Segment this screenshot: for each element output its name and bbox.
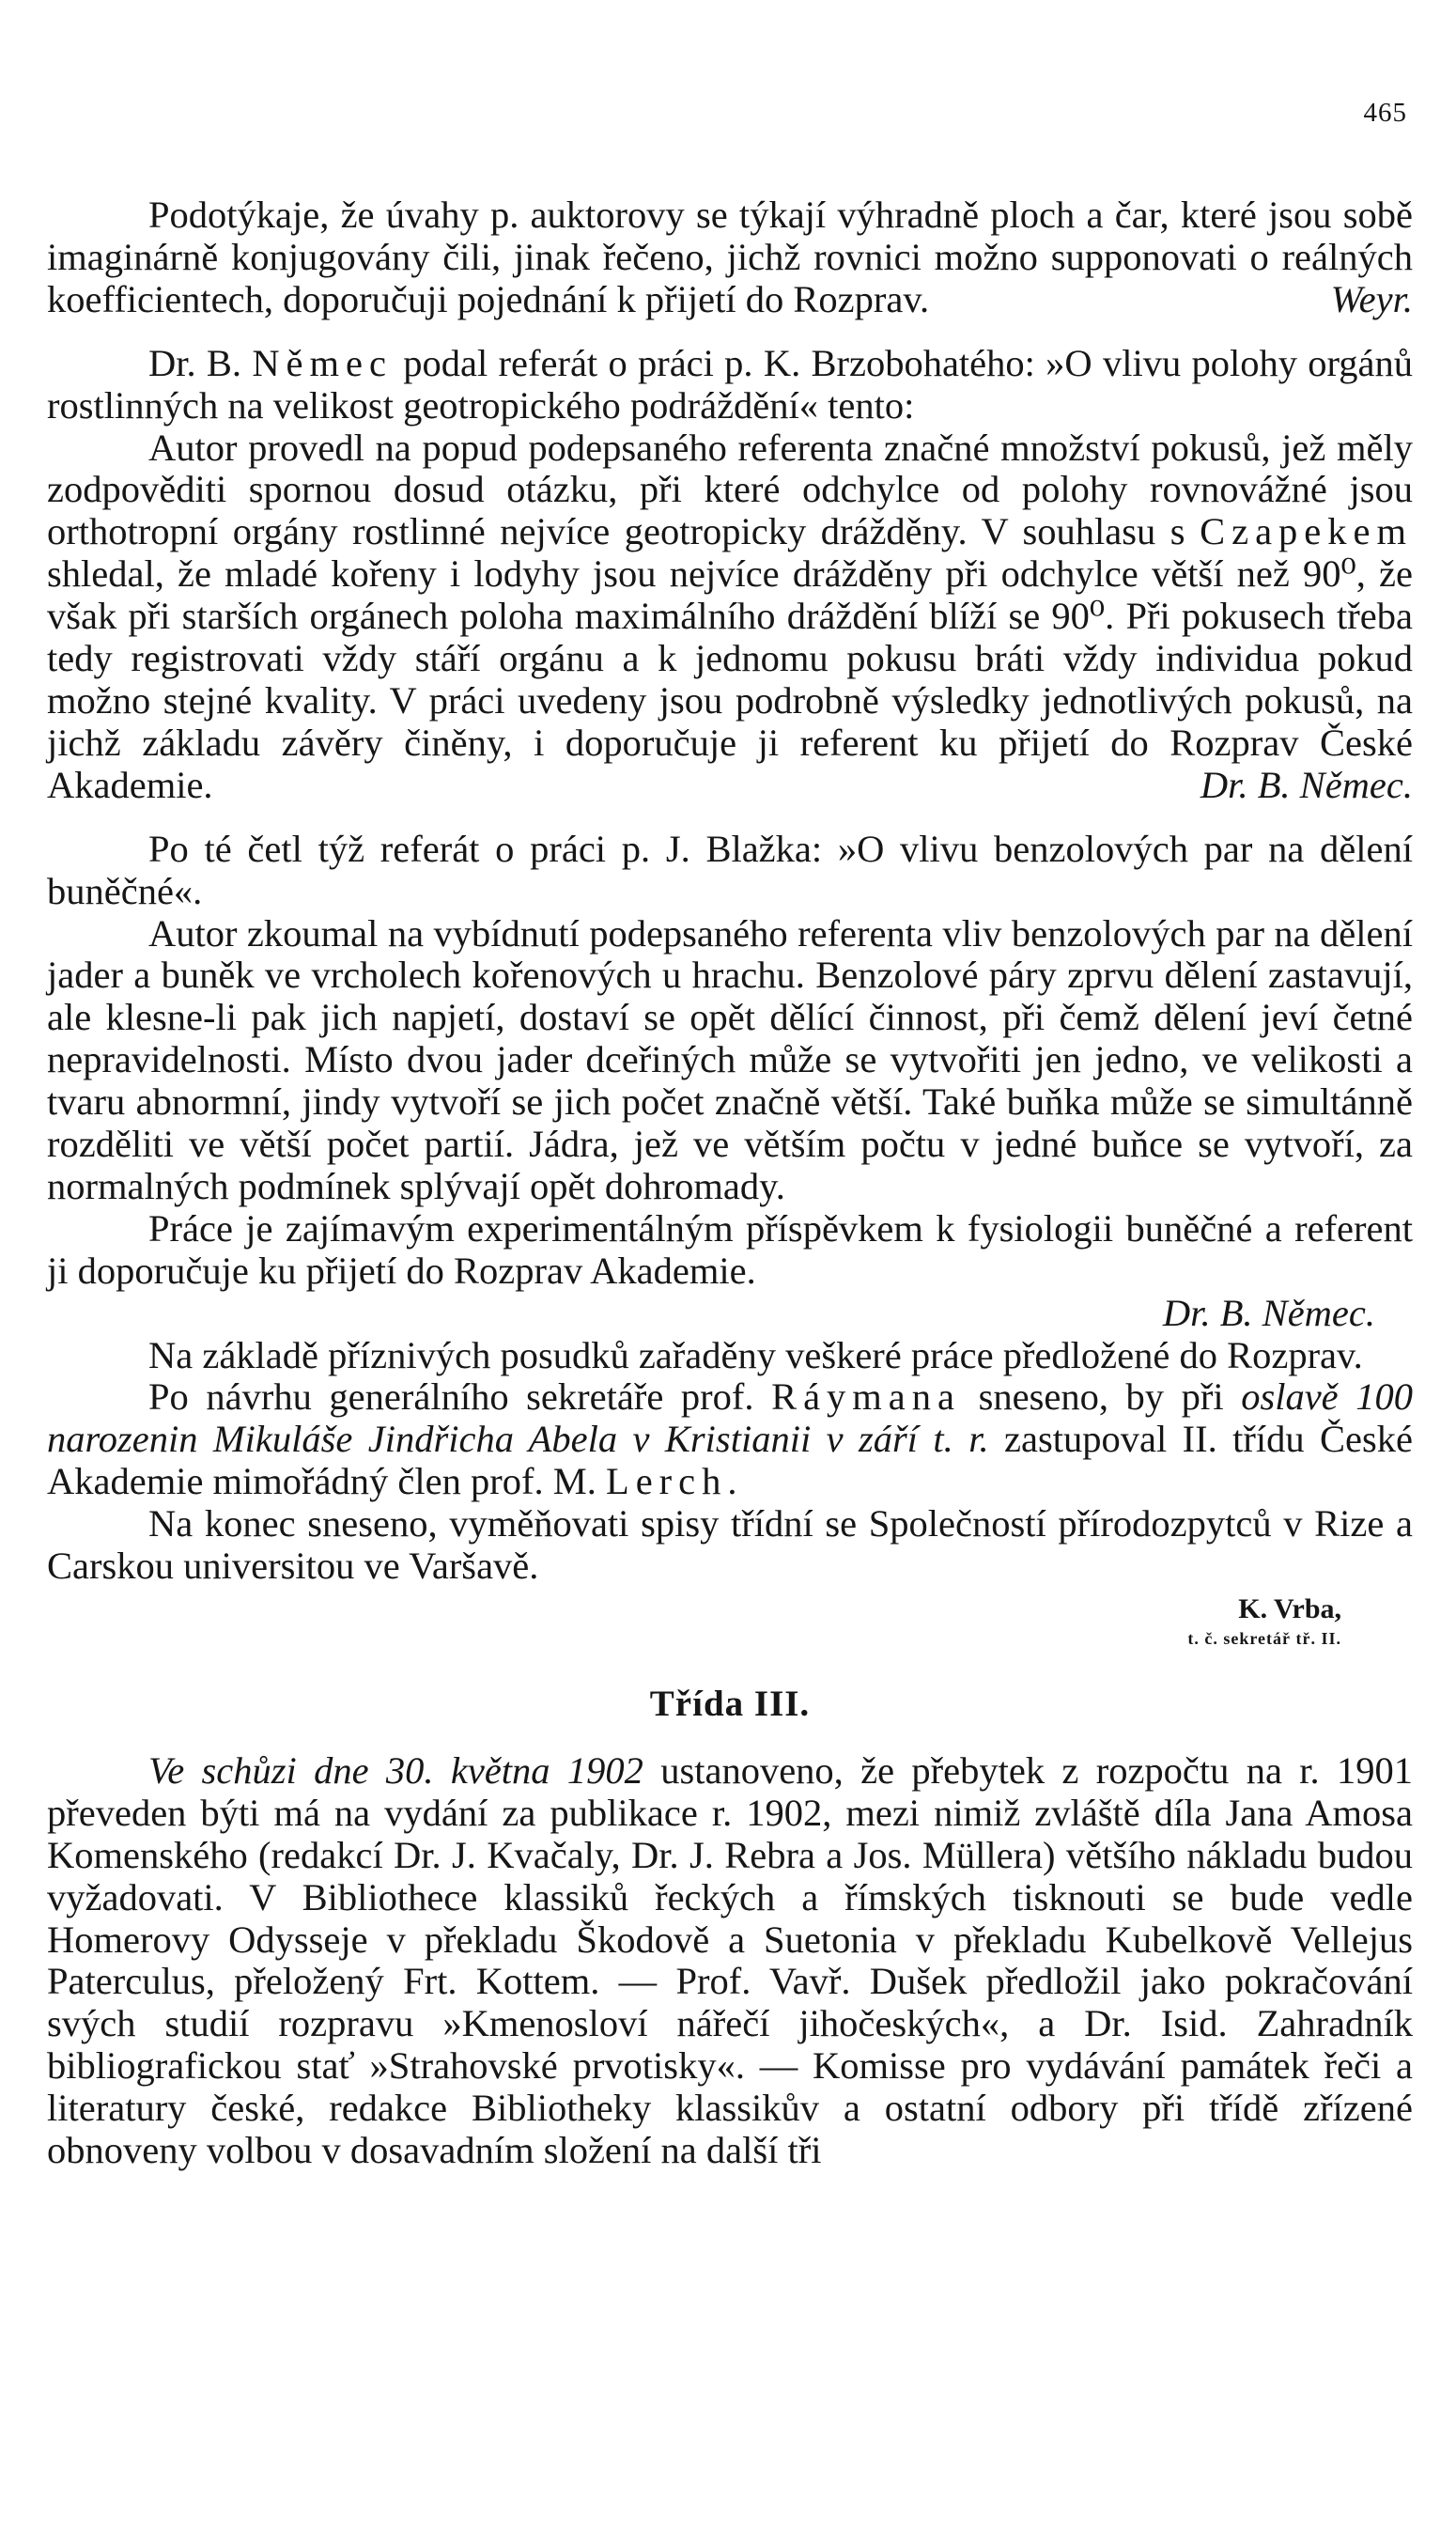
session-date: Ve schůzi dne 30. května 1902 [148,1748,643,1792]
paragraph-nemec-intro [47,343,1413,427]
paragraph-text: Autor zkoumal na vybídnutí podepsaného referenta vliv benzolových par na dělení jader a buněk ve vrcholech kořenových u hrachu. Benzolové páry zprvu dělení zastavují, ale klesne-li pak jich napjetí, dostaví se opět dělící činnost, při čemž dělení jeví četné nepravidelnosti. Místo dvou jader dceřiných může se vytvořiti jen jedno, ve velikosti a tvaru abnormní, jindy vytvoří se jich počet značně větší. Také buňka může se simultánně rozděliti ve větší počet partií. Jádra, jež ve větším počtu v jedné buňce se vytvoří, za normalných podmínek splývají opět dohromady. [47,911,1413,1207]
paragraph-text: podal referát o práci p. K. Brzobohatého: »O vlivu polohy orgánů rostlinných na velikost geotropického podráždění« tento: [47,341,1413,427]
paragraph-exchange [47,1503,1413,1588]
paragraph-text: Na konec sneseno, vyměňovati spisy třídní se Společností přírodozpytců v Rize a Carskou universitou ve Varšavě. [47,1502,1413,1588]
paragraph-text: Na základě příznivých posudků zařaděny veškeré práce předložené do Rozprav. [148,1333,1363,1376]
person-name-czapek: Czapekem [1200,510,1413,553]
paragraph-text: . [727,1460,737,1503]
paragraph-weyr-report [47,194,1413,321]
paragraph-class-iii-session [47,1750,1413,2172]
paragraph-text: shledal, že mladé kořeny i lodyhy jsou nejvíce drážděny při odchylce větší než 90⁰, že však při starších orgánech poloha maximálního dráždění blíží se 90⁰. Při pokusech třeba tedy registrovati vždy stáří orgánu a k jednomu pokusu bráti vždy individua pokud možno stejné kvality. V práci uvedeny jsou podrobně výsledky jednotlivých pokusů, na jichž základu závěry činěny, i doporučuje ji referent ku přijetí do Rozprav České Akademie. [47,552,1413,806]
page-number: 465 [1363,98,1407,128]
signature-weyr: Weyr. [1330,277,1413,320]
secretary-name: K. Vrba, [1238,1593,1341,1624]
paragraph-acceptance [47,1335,1413,1377]
paragraph-blazek-intro [47,829,1413,913]
person-name-nemec: Němec [252,341,393,384]
section-heading: Třída III. [649,1684,811,1724]
paragraph-abel-celebration [47,1376,1413,1503]
paragraph-blazek-recommendation [47,1208,1413,1293]
secretary-title: t. č. sekretář tř. II. [1187,1629,1341,1648]
class-ii-reports [47,194,1413,2172]
italic-phrase: oslavě 100 narozenin Mikuláše Jindřicha Abela v Kristianii v září t. r. [47,1375,1413,1461]
paragraph-blazek-review [47,913,1413,1208]
signature-nemec-2: Dr. B. Němec. [1162,1291,1375,1334]
paragraph-text: sneseno, by při [961,1375,1242,1419]
paragraph-text: Autor provedl na popud podepsaného referenta značné množství pokusů, jež měly zodpověditi spornou dosud otázku, při které odchylce od polohy rovnovážné jsou orthotropní orgány rostlinné nejvíce geotropicky drážděny. V souhlasu s [47,426,1413,553]
paragraph-text: Dr. B. [148,341,253,384]
paragraph-text: zastupoval II. třídu České Akademie mimořádný člen prof. M. [47,1418,1413,1503]
paragraph-brzobohaty-review [47,427,1413,807]
person-name-lerch: Lerch [605,1460,728,1503]
paragraph-text: Po té četl týž referát o práci p. J. Blažka: »O vlivu benzolových par na dělení buněčné«. [47,827,1413,912]
signature-nemec-1: Dr. B. Němec. [1200,763,1413,806]
person-name-rayman: Ráymana [771,1375,962,1419]
paragraph-text: Práce je zajímavým experimentálným příspěvkem k fysiologii buněčné a referent ji doporučuje ku přijetí do Rozprav Akademie. [47,1206,1413,1292]
paragraph-text: Po návrhu generálního sekretáře prof. [148,1375,772,1419]
paragraph-text: ustanoveno, že přebytek z rozpočtu na r. 1901 převeden býti má na vydání za publikace r. 1902, mezi nimiž zvláště díla Jana Amosa Komenského (redakcí Dr. J. Kvačaly, Dr. J. Rebra a Jos. Müllera) většího nákladu budou vyžadovati. V Bibliothece klassiků řeckých a římských tisknouti se bude vedle Homerovy Odysseje v překladu Škodově a Suetonia v překladu Kubelkově Vellejus Paterculus, přeložený Frt. Kottem. — Prof. Vavř. Dušek předložil jako pokračování svých studií rozpravu »Kmenosloví nářečí jihočeských«, a Dr. Isid. Zahradník bibliografickou stať »Strahovské prvotisky«. — Komisse pro vydávání památek řeči a literatury české, redakce Bibliotheky klassikův a ostatní odbory při třídě zřízené obnoveny volbou v dosavadním složení na další tři [47,1748,1413,2172]
paragraph-text: Podotýkaje, že úvahy p. auktorovy se týkají výhradně ploch a čar, které jsou sobě imaginárně konjugovány čili, jinak řečeno, jichž rovnici možno supponovati o reálných koefficientech, doporučuji pojednání k přijetí do Rozprav. [47,194,1413,320]
